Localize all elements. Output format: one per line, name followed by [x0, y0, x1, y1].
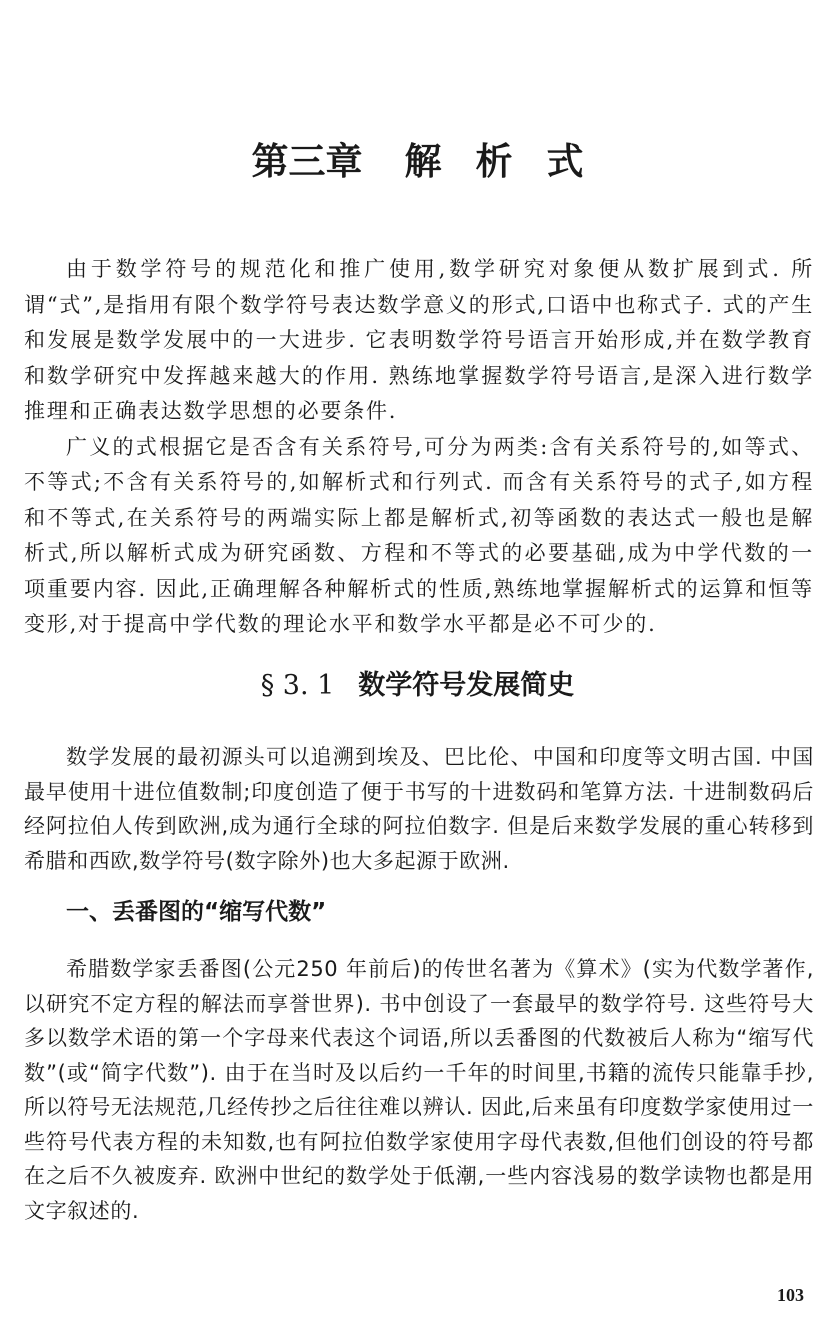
section-paragraph-1: 数学发展的最初源头可以追溯到埃及、巴比伦、中国和印度等文明古国. 中国最早使用十进位值数制;印度创造了便于书写的十进数码和笔算方法. 十进制数码后经阿拉伯人传到欧洲,成为通行全球的阿拉伯数字. 但是后来数学发展的重心转移到希腊和西欧,数学符号(数字除外)也大多起源于欧洲. [24, 745, 814, 873]
chapter-title-char-2: 析 [475, 139, 513, 183]
chapter-label: 第三章 [251, 139, 363, 183]
page-number: 103 [777, 1285, 804, 1305]
intro-paragraph-1: 由于数学符号的规范化和推广使用,数学研究对象便从数扩展到式. 所谓“式”,是指用有限个数学符号表达数学意义的形式,口语中也称式子. 式的产生和发展是数学发展中的一大进步. 它表明数学符号语言开始形成,并在数学教育和数学研究中发挥越来越大的作用. 熟练地掌握数学符号语言,是深入进行数学推理和正确表达数学思想的必要条件. [24, 257, 814, 423]
chapter-intro [24, 252, 814, 643]
chapter-title-char-3: 式 [546, 139, 584, 183]
intro-paragraph-2: 广义的式根据它是否含有关系符号,可分为两类:含有关系符号的,如等式、不等式;不含有关系符号的,如解析式和行列式. 而含有关系符号的式子,如方程和不等式,在关系符号的两端实际上都是解析式,初等函数的表达式一般也是解析式,所以解析式成为研究函数、方程和不等式的必要基础,成为中学代数的一项重要内容. 因此,正确理解各种解析式的性质,熟练地掌握解析式的运算和恒等变形,对于提高中学代数的理论水平和数学水平都是必不可少的. [24, 434, 814, 636]
section-body-1 [24, 740, 814, 878]
section-heading [0, 668, 835, 704]
subsection-title: 一、丢番图的“缩写代数” [66, 899, 327, 925]
chapter-title [0, 138, 835, 184]
section-body-2 [24, 952, 814, 1228]
chapter-title-char-1: 解 [404, 139, 442, 183]
section-title: 数学符号发展简史 [358, 670, 575, 701]
section-number: § 3. 1 [260, 670, 335, 701]
section-paragraph-2: 希腊数学家丢番图(公元250 年前后)的传世名著为《算术》(实为代数学著作,以研究不定方程的解法而享誉世界). 书中创设了一套最早的数学符号. 这些符号大多以数学术语的第一个字母来代表这个词语,所以丢番图的代数被后人称为“缩写代数”(或“简字代数”). 由于在当时及以后约一千年的时间里,书籍的流传只能靠手抄,所以符号无法规范,几经传抄之后往往难以辨认. 因此,后来虽有印度数学家使用过一些符号代表方程的未知数,也有阿拉伯数学家使用字母代表数,但他们创设的符号都在之后不久被废弃. 欧洲中世纪的数学处于低潮,一些内容浅易的数学读物也都是用文字叙述的. [24, 957, 814, 1223]
